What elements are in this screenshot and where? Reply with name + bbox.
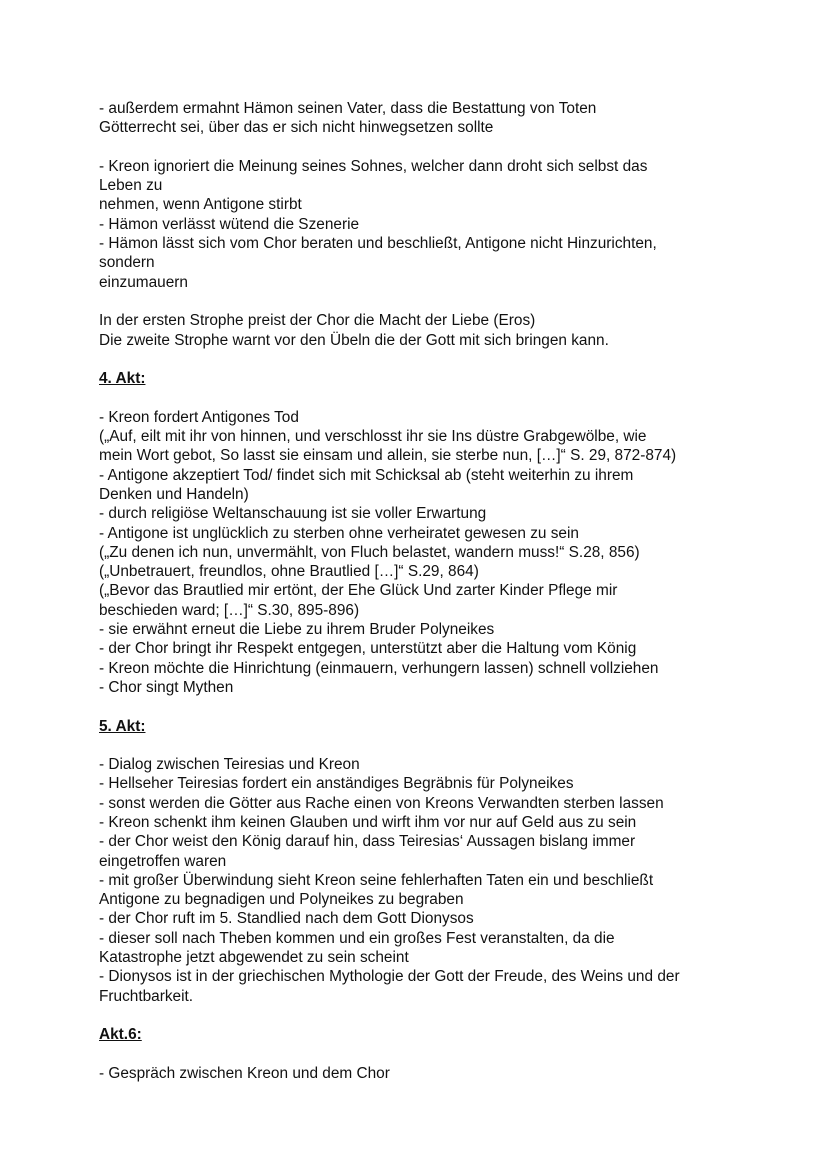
text-line: - Dionysos ist in der griechischen Mythologie der Gott der Freude, des Weins und der — [99, 968, 680, 986]
text-line: - Chor singt Mythen — [99, 678, 234, 696]
section-akt-5 — [99, 755, 749, 1006]
paragraph-haemon-warning — [99, 99, 749, 138]
text-line: Antigone zu begnadigen und Polyneikes zu begraben — [99, 891, 464, 909]
text-line: einzumauern — [99, 273, 188, 291]
text-line: - durch religiöse Weltanschauung ist sie voller Erwartung — [99, 505, 487, 523]
text-line: - Kreon möchte die Hinrichtung (einmauern, verhungern lassen) schnell vollziehen — [99, 659, 659, 677]
document-body — [99, 99, 749, 1083]
heading-akt-5: 5. Akt: — [99, 717, 146, 735]
text-line: Fruchtbarkeit. — [99, 987, 194, 1005]
text-line: Denken und Handeln) — [99, 485, 249, 503]
text-line: - sie erwähnt erneut die Liebe zu ihrem Bruder Polyneikes — [99, 621, 495, 639]
text-line: („Unbetrauert, freundlos, ohne Brautlied […]“ S.29, 864) — [99, 563, 479, 581]
paragraph-chor-strophen — [99, 311, 749, 350]
text-line: - Hämon verlässt wütend die Szenerie — [99, 215, 360, 233]
text-line: - Antigone akzeptiert Tod/ findet sich mit Schicksal ab (steht weiterhin zu ihrem — [99, 466, 634, 484]
text-line: - Hämon lässt sich vom Chor beraten und beschließt, Antigone nicht Hinzurichten, — [99, 235, 657, 253]
text-line: („Zu denen ich nun, unvermählt, von Fluch belastet, wandern muss!“ S.28, 856) — [99, 543, 640, 561]
text-line: Die zweite Strophe warnt vor den Übeln die der Gott mit sich bringen kann. — [99, 331, 609, 349]
text-line: - der Chor weist den König darauf hin, dass Teiresias‘ Aussagen bislang immer — [99, 833, 636, 851]
text-line: In der ersten Strophe preist der Chor die Macht der Liebe (Eros) — [99, 312, 536, 330]
text-line: - Kreon schenkt ihm keinen Glauben und wirft ihm vor nur auf Geld aus zu sein — [99, 813, 637, 831]
text-line: Leben zu — [99, 177, 163, 195]
heading-akt-4: 4. Akt: — [99, 370, 146, 388]
text-line: beschieden ward; […]“ S.30, 895-896) — [99, 601, 360, 619]
text-line: - der Chor ruft im 5. Standlied nach dem Gott Dionysos — [99, 910, 474, 928]
text-line: - dieser soll nach Theben kommen und ein großes Fest veranstalten, da die — [99, 929, 615, 947]
text-line: - Kreon ignoriert die Meinung seines Sohnes, welcher dann droht sich selbst das — [99, 157, 648, 175]
text-line: - Gespräch zwischen Kreon und dem Chor — [99, 1064, 390, 1082]
text-line: eingetroffen waren — [99, 852, 227, 870]
heading-akt-6: Akt.6: — [99, 1026, 142, 1044]
text-line: - Antigone ist unglücklich zu sterben ohne verheiratet gewesen zu sein — [99, 524, 579, 542]
text-line: - der Chor bringt ihr Respekt entgegen, unterstützt aber die Haltung vom König — [99, 640, 637, 658]
text-line: - Hellseher Teiresias fordert ein anständiges Begräbnis für Polyneikes — [99, 775, 574, 793]
text-line: - außerdem ermahnt Hämon seinen Vater, dass die Bestattung von Toten — [99, 100, 597, 117]
text-line: - Kreon fordert Antigones Tod — [99, 408, 299, 426]
text-line: Katastrophe jetzt abgewendet zu sein scheint — [99, 949, 409, 967]
text-line: Götterrecht sei, über das er sich nicht hinwegsetzen sollte — [99, 119, 494, 137]
section-akt-4 — [99, 408, 749, 697]
text-line: nehmen, wenn Antigone stirbt — [99, 196, 302, 214]
text-line: („Bevor das Brautlied mir ertönt, der Ehe Glück Und zarter Kinder Pflege mir — [99, 582, 618, 600]
text-line: - sonst werden die Götter aus Rache einen von Kreons Verwandten sterben lassen — [99, 794, 664, 812]
text-line: - Dialog zwischen Teiresias und Kreon — [99, 756, 360, 774]
paragraph-kreon-ignores — [99, 157, 749, 292]
text-line: - mit großer Überwindung sieht Kreon seine fehlerhaften Taten ein und beschließt — [99, 871, 654, 889]
text-line: („Auf, eilt mit ihr von hinnen, und verschlosst ihr sie Ins düstre Grabgewölbe, wie — [99, 428, 647, 446]
section-akt-6 — [99, 1064, 749, 1083]
text-line: sondern — [99, 254, 155, 272]
text-line: mein Wort gebot, So lasst sie einsam und allein, sie sterbe nun, […]“ S. 29, 872-874) — [99, 447, 677, 465]
